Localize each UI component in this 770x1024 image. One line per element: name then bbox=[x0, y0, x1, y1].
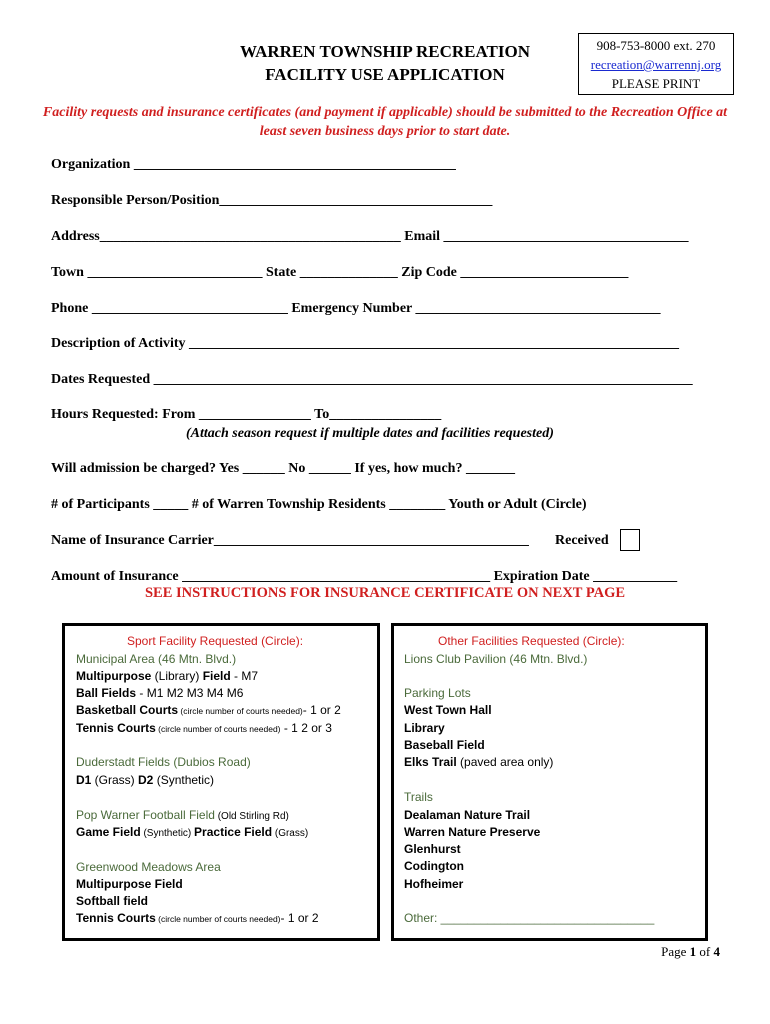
activity-description-field[interactable]: Description of Activity ______________________________________________________________________ bbox=[51, 336, 680, 351]
ball-fields-option[interactable]: Ball Fields - M1 M2 M3 M4 M6 bbox=[76, 686, 244, 700]
lions-club-option[interactable]: Lions Club Pavilion (46 Mtn. Blvd.) bbox=[404, 652, 588, 666]
greenwood-softball-option[interactable]: Softball field bbox=[76, 894, 148, 908]
insurance-instructions-heading: SEE INSTRUCTIONS FOR INSURANCE CERTIFICATE ON NEXT PAGE bbox=[144, 585, 626, 601]
submission-notice: Facility requests and insurance certificates (and payment if applicable) should be submitted to the Recreation Office at least seven business days prior to start date. bbox=[42, 105, 728, 139]
title-line-2: FACILITY USE APPLICATION bbox=[265, 65, 505, 84]
organization-field[interactable]: Organization ______________________________________________ bbox=[51, 157, 456, 172]
admission-field[interactable]: Will admission be charged? Yes ______ No ______ If yes, how much? _______ bbox=[51, 461, 515, 476]
duderstadt-heading: Duderstadt Fields (Dubios Road) bbox=[76, 755, 251, 769]
pop-warner-heading: Pop Warner Football Field (Old Stirling Rd) bbox=[76, 808, 289, 822]
contact-box bbox=[578, 33, 734, 95]
title-line-1: WARREN TOWNSHIP RECREATION bbox=[239, 42, 530, 61]
insurance-amount-field[interactable]: Amount of Insurance ____________________________________________ Expiration Date ____________ bbox=[51, 569, 678, 584]
sport-facility-box bbox=[62, 623, 380, 941]
codington-option[interactable]: Codington bbox=[404, 859, 464, 873]
parking-lots-heading: Parking Lots bbox=[404, 686, 471, 700]
phone-emergency-field[interactable]: Phone ____________________________ Emergency Number ___________________________________ bbox=[51, 301, 661, 316]
form-title bbox=[200, 40, 570, 86]
received-checkbox[interactable] bbox=[620, 529, 640, 551]
warren-nature-preserve-option[interactable]: Warren Nature Preserve bbox=[404, 825, 541, 839]
dates-requested-field[interactable]: Dates Requested _____________________________________________________________________________ bbox=[51, 372, 693, 387]
greenwood-heading: Greenwood Meadows Area bbox=[76, 860, 221, 874]
received-label: Received bbox=[555, 533, 609, 548]
municipal-area-heading: Municipal Area (46 Mtn. Blvd.) bbox=[76, 652, 237, 666]
baseball-field-option[interactable]: Baseball Field bbox=[404, 738, 485, 752]
duderstadt-fields-option[interactable]: D1 (Grass) D2 (Synthetic) bbox=[76, 773, 215, 787]
hours-requested-field[interactable]: Hours Requested: From ________________ To________________ bbox=[51, 407, 442, 422]
west-town-hall-option[interactable]: West Town Hall bbox=[404, 703, 492, 717]
town-state-zip-field[interactable]: Town _________________________ State ______________ Zip Code ________________________ bbox=[51, 265, 629, 280]
sport-box-heading: Sport Facility Requested (Circle): bbox=[127, 634, 304, 648]
greenwood-tennis-option[interactable]: Tennis Courts (circle number of courts needed)- 1 or 2 bbox=[76, 911, 319, 925]
dealaman-trail-option[interactable]: Dealaman Nature Trail bbox=[404, 808, 531, 822]
tennis-courts-option[interactable]: Tennis Courts (circle number of courts needed) - 1 2 or 3 bbox=[76, 721, 332, 735]
print-note: PLEASE PRINT bbox=[611, 76, 701, 91]
multipurpose-field-option[interactable]: Multipurpose (Library) Field - M7 bbox=[76, 669, 259, 683]
elks-trail-option[interactable]: Elks Trail (paved area only) bbox=[404, 755, 554, 769]
greenwood-multipurpose-option[interactable]: Multipurpose Field bbox=[76, 877, 183, 891]
other-facility-box bbox=[391, 623, 708, 941]
contact-email-link[interactable]: recreation@warrennj.org bbox=[590, 57, 722, 72]
address-email-field[interactable]: Address___________________________________________ Email ___________________________________ bbox=[51, 229, 689, 244]
hofheimer-option[interactable]: Hofheimer bbox=[404, 877, 464, 891]
other-facility-field[interactable]: Other: ________________________________ bbox=[404, 911, 655, 925]
glenhurst-option[interactable]: Glenhurst bbox=[404, 842, 461, 856]
contact-phone: 908-753-8000 ext. 270 bbox=[596, 38, 716, 53]
insurance-carrier-field[interactable]: Name of Insurance Carrier_____________________________________________ bbox=[51, 533, 529, 548]
participants-field[interactable]: # of Participants _____ # of Warren Township Residents ________ Youth or Adult (Circle) bbox=[51, 497, 587, 512]
page-number: Page 1 of 4 bbox=[661, 944, 720, 959]
hours-note: (Attach season request if multiple dates and facilities requested) bbox=[186, 426, 554, 441]
trails-heading: Trails bbox=[404, 790, 433, 804]
pop-warner-fields-option[interactable]: Game Field (Synthetic) Practice Field (Grass) bbox=[76, 825, 309, 839]
basketball-courts-option[interactable]: Basketball Courts (circle number of courts needed)- 1 or 2 bbox=[76, 703, 341, 717]
library-option[interactable]: Library bbox=[404, 721, 445, 735]
other-box-heading: Other Facilities Requested (Circle): bbox=[438, 634, 625, 648]
responsible-person-field[interactable]: Responsible Person/Position_______________________________________ bbox=[51, 193, 493, 208]
